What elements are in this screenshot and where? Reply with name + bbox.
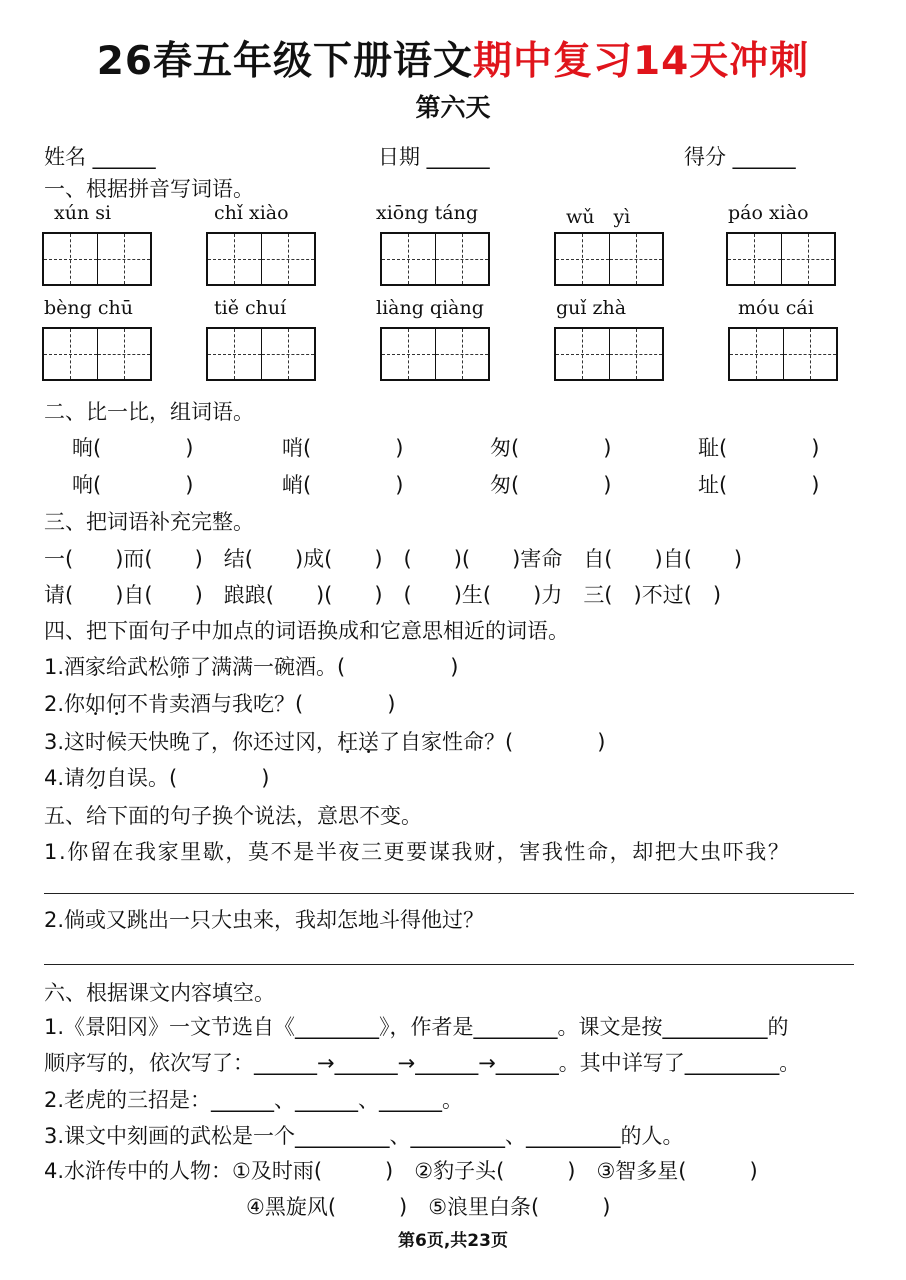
dotted-word: 如 — [85, 692, 107, 716]
writing-grid[interactable] — [554, 327, 664, 381]
idiom-row[interactable]: 请( )自( ) 踉踉( )( ) ( )生( )力 三( )不过( ) — [44, 583, 722, 607]
rewrite-question-2: 2.倘或又跳出一只大虫来，我却怎地斗得他过？ — [44, 908, 485, 932]
pinyin-label: xún si — [54, 202, 112, 224]
answer-line[interactable] — [44, 964, 854, 965]
pinyin-label: móu cái — [738, 297, 814, 319]
compare-item[interactable]: 址( ) — [698, 473, 820, 497]
compare-item[interactable]: 晌( ) — [72, 436, 194, 460]
fill-question-2[interactable]: 2.老虎的三招是：______、______、______。 — [44, 1088, 464, 1112]
dotted-word: 送 — [358, 730, 380, 754]
writing-grid[interactable] — [380, 327, 490, 381]
question-text: 了满满一碗酒。( ) — [190, 655, 459, 679]
question-text: 自误。( ) — [106, 766, 270, 790]
synonym-question-2[interactable] — [44, 690, 395, 718]
pinyin-label: wǔ yì — [566, 206, 631, 228]
writing-grid[interactable] — [42, 327, 152, 381]
writing-grid[interactable] — [206, 327, 316, 381]
compare-item[interactable]: 哨( ) — [282, 436, 404, 460]
title-highlight: 期中复习14天冲刺 — [473, 39, 810, 84]
name-field[interactable]: 姓名 ______ — [44, 145, 156, 169]
score-field[interactable]: 得分 ______ — [684, 145, 796, 169]
section-2-heading: 二、比一比，组词语。 — [44, 400, 254, 424]
fill-question-4b[interactable]: ④黑旋风( ) ⑤浪里白条( ) — [246, 1195, 611, 1219]
page-number: 第6页,共23页 — [398, 1231, 508, 1251]
pinyin-label: chǐ xiào — [214, 202, 289, 224]
question-text: 1.酒家给武松 — [44, 655, 170, 679]
dotted-word: 筛 — [169, 655, 191, 679]
date-field[interactable]: 日期 ______ — [378, 145, 490, 169]
section-3-heading: 三、把词语补充完整。 — [44, 510, 254, 534]
title-main: 26春五年级下册语文 — [96, 39, 473, 84]
compare-item[interactable]: 匆( ) — [490, 436, 612, 460]
compare-item[interactable]: 响( ) — [72, 473, 194, 497]
synonym-question-3[interactable] — [44, 728, 605, 756]
pinyin-label: liàng qiàng — [376, 297, 484, 319]
synonym-question-4[interactable] — [44, 764, 269, 792]
writing-grid[interactable] — [42, 232, 152, 286]
question-text: 了自家性命？( ) — [379, 730, 606, 754]
dotted-word: 何 — [106, 692, 128, 716]
question-text: 2.你 — [44, 692, 86, 716]
question-text: 3.这时候天快晚了，你还过冈， — [44, 730, 338, 754]
pinyin-label: bèng chū — [44, 297, 133, 319]
section-5-heading: 五、给下面的句子换个说法，意思不变。 — [44, 804, 422, 828]
section-6-heading: 六、根据课文内容填空。 — [44, 981, 275, 1005]
pinyin-label: tiě chuí — [214, 297, 287, 319]
idiom-row[interactable]: 一( )而( ) 结( )成( ) ( )( )害命 自( )自( ) — [44, 547, 743, 571]
pinyin-label: guǐ zhà — [556, 297, 627, 319]
question-text: 4.请 — [44, 766, 86, 790]
day-subtitle: 第六天 — [415, 93, 491, 122]
fill-question-1b[interactable]: 顺序写的，依次写了：______→______→______→______。其中详写了_________。 — [44, 1051, 801, 1075]
compare-item[interactable]: 峭( ) — [282, 473, 404, 497]
compare-item[interactable]: 耻( ) — [698, 436, 820, 460]
fill-question-4a[interactable]: 4.水浒传中的人物：①及时雨( ) ②豹子头( ) ③智多星( ) — [44, 1159, 758, 1183]
fill-question-3[interactable]: 3.课文中刻画的武松是一个_________、_________、_________的人。 — [44, 1124, 684, 1148]
writing-grid[interactable] — [380, 232, 490, 286]
writing-grid[interactable] — [726, 232, 836, 286]
pinyin-label: páo xiào — [728, 202, 809, 224]
section-4-heading: 四、把下面句子中加点的词语换成和它意思相近的词语。 — [44, 619, 569, 643]
fill-question-1a[interactable]: 1.《景阳冈》一文节选自《________》，作者是________。课文是按__________的 — [44, 1015, 789, 1039]
question-text: 不肯卖酒与我吃？( ) — [127, 692, 396, 716]
dotted-word: 勿 — [85, 766, 107, 790]
compare-item[interactable]: 匆( ) — [490, 473, 612, 497]
section-1-heading: 一、根据拼音写词语。 — [44, 177, 254, 201]
writing-grid[interactable] — [728, 327, 838, 381]
answer-line[interactable] — [44, 893, 854, 894]
dotted-word: 枉 — [337, 730, 359, 754]
synonym-question-1[interactable] — [44, 653, 458, 681]
writing-grid[interactable] — [554, 232, 664, 286]
page-title — [0, 30, 906, 86]
pinyin-label: xiōng táng — [376, 202, 479, 224]
rewrite-question-1: 1.你留在我家里歇，莫不是半夜三更要谋我财，害我性命，却把大虫吓我？ — [44, 840, 791, 864]
writing-grid[interactable] — [206, 232, 316, 286]
